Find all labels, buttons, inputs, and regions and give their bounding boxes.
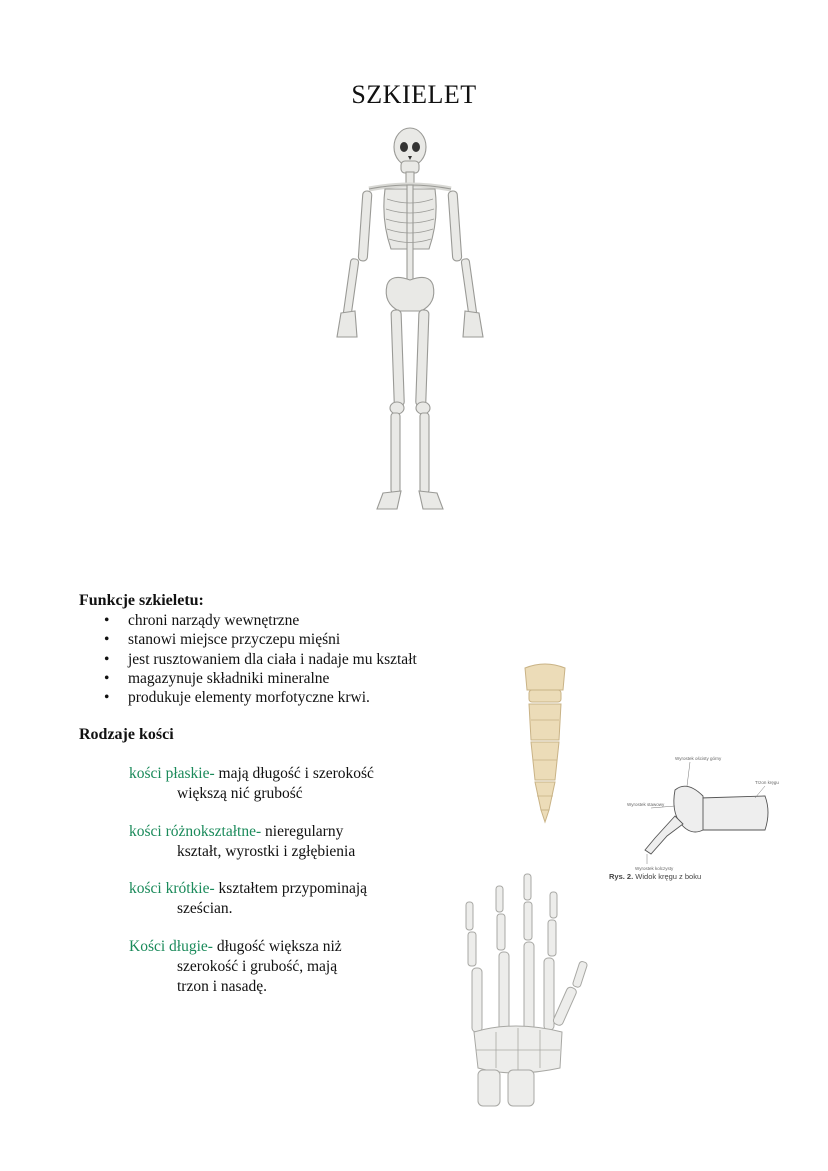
bone-type-name: Kości długie- [129,938,213,955]
list-item: • chroni narządy wewnętrzne [104,611,417,630]
functions-list [104,611,417,707]
list-item: • jest rusztowaniem dla ciała i nadaje mu kształt [104,650,417,669]
vertebra-side-view-diagram [605,750,785,885]
bone-type-short [129,879,429,919]
vertebral-column-image [517,660,573,825]
bone-type-desc: kształtem przypominają [214,880,368,897]
figure-caption-prefix: Rys. 2. [609,872,634,881]
hand-bones-image [462,872,602,1107]
bone-type-name: kości krótkie- [129,880,215,897]
bone-type-long [129,937,429,997]
bone-type-name: kości różnokształtne- [129,823,262,840]
figure-caption [609,872,701,881]
diagram-label: Wyrostek kolczysty [635,866,674,871]
list-item: • magazynuje składniki mineralne [104,669,417,688]
diagram-label: Trzon kręgu [755,780,779,785]
list-item: • produkuje elementy morfotyczne krwi. [104,688,417,707]
bone-type-desc: nieregularny [261,823,344,840]
page-title: SZKIELET [351,80,477,109]
figure-caption-text: Widok kręgu z boku [633,872,702,881]
functions-heading: Funkcje szkieletu: [79,592,204,609]
bone-types-heading: Rodzaje kości [79,726,174,743]
diagram-label: Wyrostek stawowy [627,802,665,807]
bone-type-desc-cont: większą nić grubość [177,785,303,802]
bone-type-desc: długość większa niż [212,938,342,955]
bone-type-irregular [129,822,429,862]
bone-type-name: kości płaskie- [129,765,215,782]
bone-type-flat [129,764,429,804]
bone-type-desc-cont: kształt, wyrostki i zgłębienia [177,843,356,860]
bone-type-desc: mają długość i szerokość [214,765,374,782]
list-item: • stanowi miejsce przyczepu mięśni [104,630,417,649]
bone-type-desc-cont: trzon i nasadę. [177,978,267,995]
skeleton-image [325,125,495,515]
bone-type-desc-cont: sześcian. [177,900,233,917]
diagram-label: Wyrostek ościsty górny [675,756,722,761]
bone-type-desc-cont: szerokość i grubość, mają [177,958,338,975]
